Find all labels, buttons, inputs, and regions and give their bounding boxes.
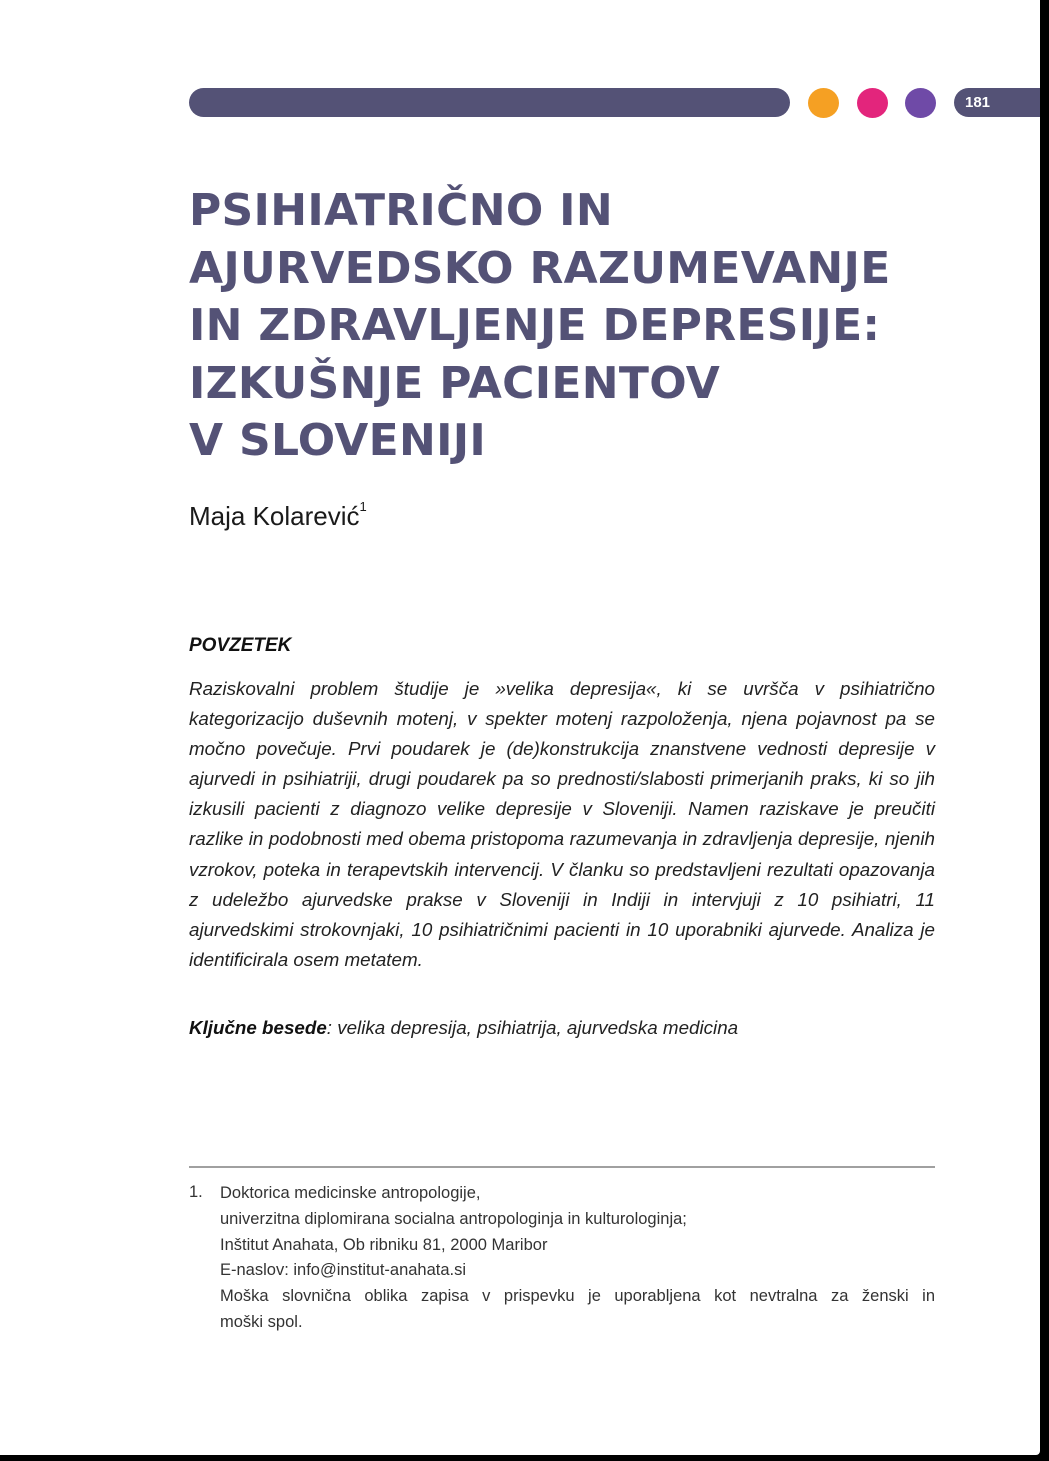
footnote-line: E-naslov: info@institut-anahata.si [220, 1261, 467, 1280]
abstract-heading: POVZETEK [189, 635, 292, 656]
footnote-line: Inštitut Anahata, Ob ribniku 81, 2000 Maribor [220, 1235, 548, 1254]
keywords-text: : velika depresija, psihiatrija, ajurvedska medicina [326, 1017, 739, 1038]
author [189, 501, 367, 532]
keywords [189, 1017, 935, 1039]
article-title: PSIHIATRIČNO IN AJURVEDSKO RAZUMEVANJE IN ZDRAVLJENJE DEPRESIJE: IZKUŠNJE PACIENTOV V SLOVENIJI [189, 185, 891, 466]
footnote-line: Moška slovnična oblika zapisa v prispevku je uporabljena kot nevtralna za ženski in [220, 1287, 935, 1306]
footnote-number: 1. [189, 1183, 203, 1201]
footnote-divider [189, 1166, 935, 1168]
footnote-marker: 1 [359, 499, 367, 515]
pink-dot [857, 88, 888, 118]
author-name: Maja Kolarević [189, 501, 360, 531]
header-bar [189, 88, 790, 117]
orange-dot [808, 88, 839, 118]
footnote-line: univerzitna diplomirana socialna antropologinja in kulturologinja; [220, 1209, 687, 1228]
footnote-line: Doktorica medicinske antropologije, [220, 1184, 481, 1202]
abstract-body: Raziskovalni problem študije je »velika depresija«, ki se uvršča v psihiatrično kategorizacijo duševnih motenj, v spekter motenj razpoloženja, njena pojavnost pa se močno povečuje. Prvi poudarek je (de)konstrukcija znanstvene vednosti depresije v ajurvedi in psihiatriji, drugi poudarek pa so prednosti/slabosti primerjanih praks, ki so jih izkusili pacienti z diagnozo velike depresije v Sloveniji. Namen raziskave je preučiti razlike in podobnosti med obema pristopoma razumevanja in zdravljenja depresije, njenih vzrokov, poteka in terapevtskih intervencij. V članku so predstavljeni rezultati opazovanja z udeležbo ajurvedske prakse v Sloveniji in Indiji in intervjuji z 10 psihiatri, 11 ajurvedskimi strokovnjaki, 10 psihiatričnimi pacienti in 10 uporabniki ajurvede. Analiza je identificirala osem metatem. [189, 678, 935, 970]
page-number: 181 [954, 88, 1040, 117]
footnote-line: moški spol. [220, 1312, 303, 1331]
purple-dot [905, 88, 936, 118]
keywords-label: Ključne besede [189, 1017, 327, 1038]
footnote-text [220, 1181, 935, 1336]
